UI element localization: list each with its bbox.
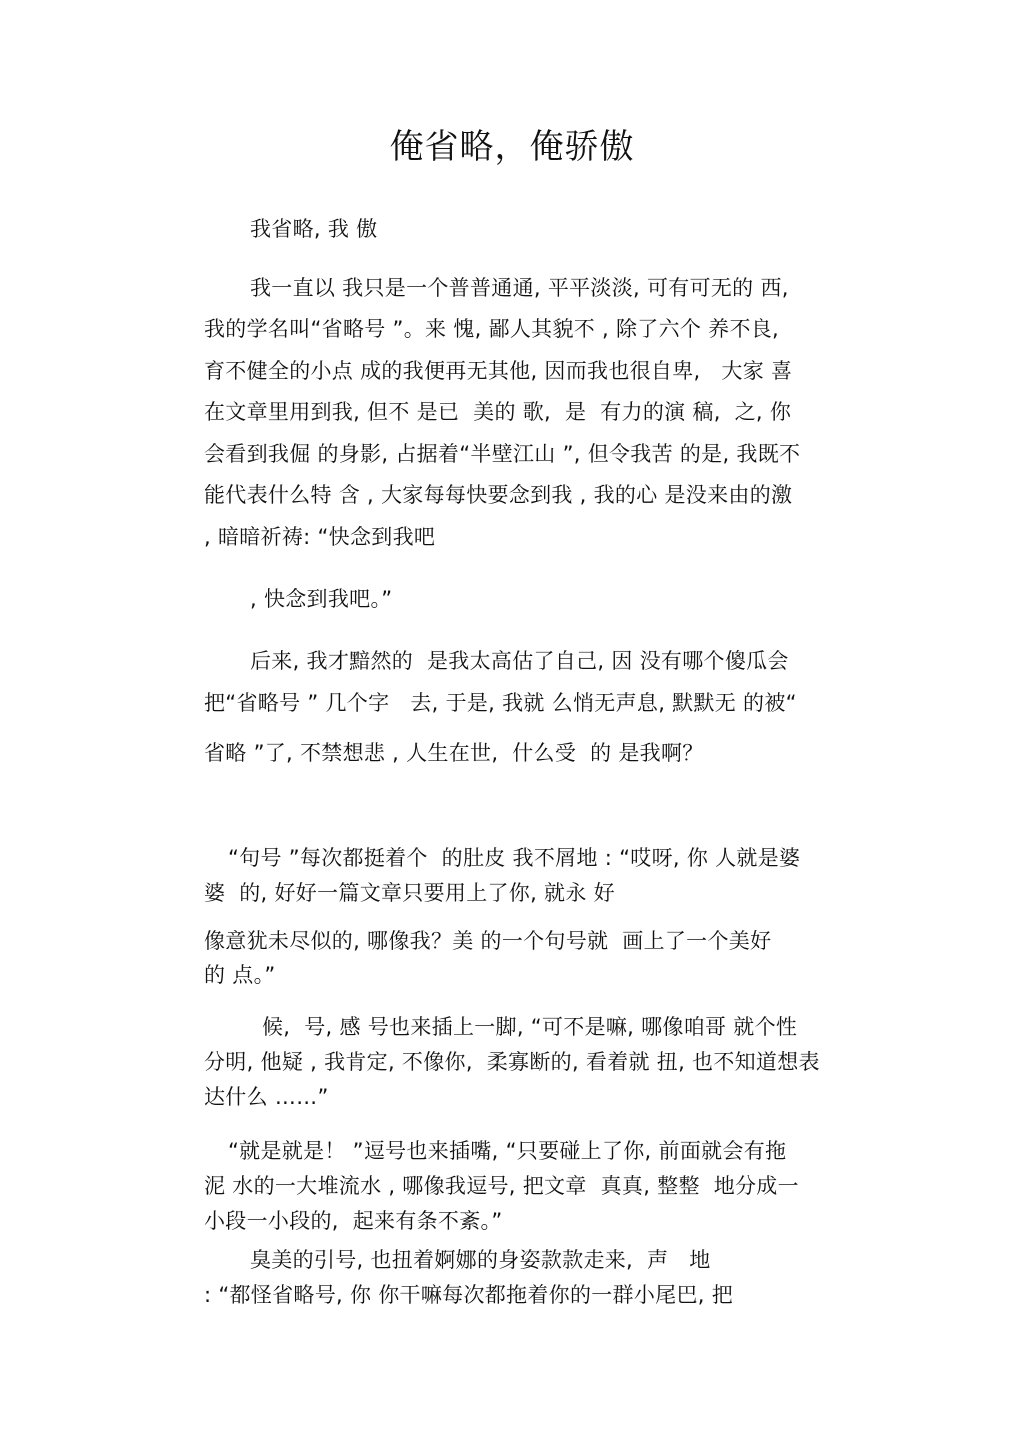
page-title: 俺省略，俺骄傲: [389, 127, 635, 167]
paragraph-line: : “都怪省略号, 你 你干嘛每次都拖着你的一群小尾巴, 把: [204, 1283, 734, 1307]
paragraph-line: 小段一小段的, 起来有条不紊。”: [204, 1209, 503, 1233]
paragraph-line: “就是就是！ ”逗号也来插嘴, “只要碰上了你, 前面就会有拖: [228, 1139, 787, 1163]
paragraph-line: 的 点。”: [204, 963, 276, 987]
paragraph-line: 能代表什么特 含 , 大家每每快要念到我 , 我的心 是没来由的激: [204, 483, 793, 507]
paragraph-line: 我的学名叫“省略号 ”。来 愧, 鄙人其貌不 , 除了六个 养不良,: [204, 317, 780, 341]
paragraph-line: 分明, 他疑 , 我肯定, 不像你, 柔寡断的, 看着就 扭, 也不知道想表: [204, 1050, 820, 1074]
paragraph-line: 像意犹未尽似的, 哪像我？美 的一个句号就 画上了一个美好: [204, 929, 772, 953]
paragraph-line: 育不健全的小点 成的我便再无其他, 因而我也很自卑, 大家 喜: [204, 359, 793, 383]
paragraph-line: 我省略, 我 傲: [250, 217, 378, 241]
paragraph-line: “句号 ”每次都挺着个 的肚皮 我不屑地 : “哎呀, 你 人就是婆: [228, 846, 801, 870]
paragraph-line: 泥 水的一大堆流水 , 哪像我逗号, 把文章 真真, 整整 地分成一: [204, 1174, 799, 1198]
paragraph-line: 后来, 我才黯然的 是我太高估了自己, 因 没有哪个傻瓜会: [250, 649, 789, 673]
paragraph-line: 候, 号, 感 号也来插上一脚, “可不是嘛, 哪像咱哥 就个性: [262, 1015, 798, 1039]
paragraph-line: 婆 的, 好好一篇文章只要用上了你, 就永 好: [204, 881, 615, 905]
paragraph-line: 在文章里用到我, 但不 是已 美的 歌, 是 有力的演 稿, 之, 你: [204, 400, 792, 424]
paragraph-line: 把“省略号 ” 几个字 去, 于是, 我就 么悄无声息, 默默无 的被“: [204, 691, 797, 715]
paragraph-line: , 快念到我吧。”: [250, 587, 393, 611]
paragraph-line: 会看到我倔 的身影, 占据着“半壁江山 ”, 但令我苦 的是, 我既不: [204, 442, 801, 466]
paragraph-line: 臭美的引号, 也扭着婀娜的身姿款款走来, 声 地: [250, 1248, 711, 1272]
paragraph-line: 我一直以 我只是一个普普通通, 平平淡淡, 可有可无的 西,: [250, 276, 789, 300]
paragraph-line: , 暗暗祈祷: “快念到我吧: [204, 525, 436, 549]
paragraph-line: 省略 ”了, 不禁想悲 , 人生在世, 什么受 的 是我啊？: [204, 741, 704, 765]
paragraph-line: 达什么 ……”: [204, 1085, 329, 1109]
